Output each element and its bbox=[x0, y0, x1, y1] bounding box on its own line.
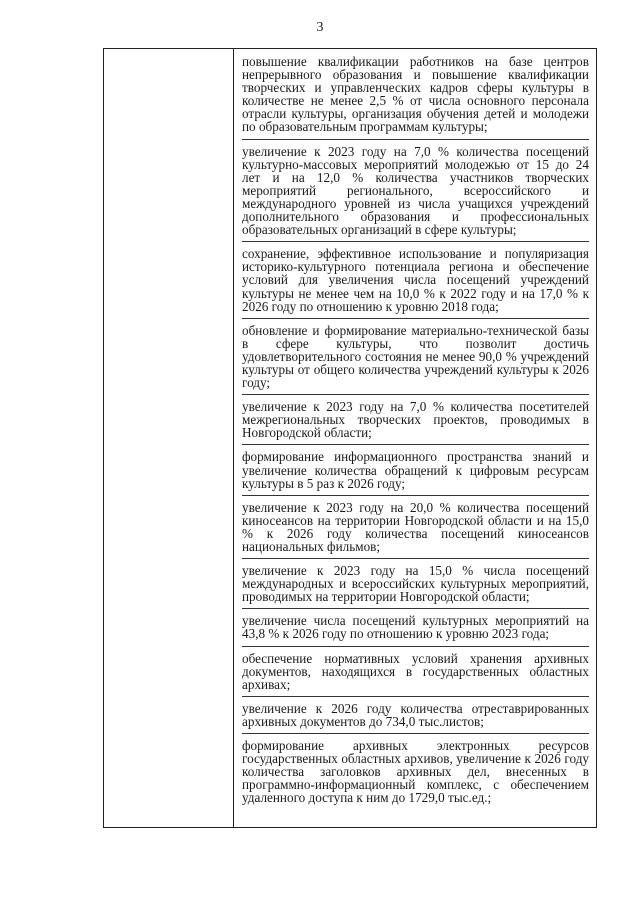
document-table bbox=[103, 48, 597, 828]
goal-paragraph: формирование информационного пространства знаний и увеличение количества обращений к цифровым ресурсам культуры в 5 раз к 2026 году; bbox=[242, 449, 589, 495]
goal-paragraph: увеличение к 2023 году на 7,0 % количества посетителей межрегиональных творческих проектов, проводимых в Новгородской области; bbox=[242, 399, 589, 445]
goal-paragraph: обновление и формирование материально-технической базы в сфере культуры, что позволит достичь удовлетворительного состояния не менее 90,0 % учреждений культуры от общего количества учреждений культуры к 2026 году; bbox=[242, 323, 589, 395]
goal-paragraph: увеличение к 2023 году на 20,0 % количества посещений киносеансов на территории Новгородской области и на 15,0 % к 2026 году количества посещений киносеансов национальных фильмов; bbox=[242, 500, 589, 559]
goal-paragraph: формирование архивных электронных ресурсов государственных областных архивов, увеличение к 2026 году количества заголовков архивных дел, внесенных в программно-информационный комплекс, с обеспечением удаленного доступа к ним до 1729,0 тыс.ед.; bbox=[242, 738, 589, 806]
goal-paragraph: повышение квалификации работников на базе центров непрерывного образования и повышение квалификации творческих и управленческих кадров сферы культуры в количестве не менее 2,5 % от числа основного персонала отрасли культуры, организация обучения детей и молодежи по образовательным программам культуры; bbox=[242, 54, 589, 140]
goal-paragraph: обеспечение нормативных условий хранения архивных документов, находящихся в государственных областных архивах; bbox=[242, 651, 589, 697]
goal-paragraph: увеличение к 2023 году на 15,0 % числа посещений международных и всероссийских культурных мероприятий, проводимых на территории Новгородской области; bbox=[242, 563, 589, 609]
table-right-column bbox=[234, 49, 596, 827]
goal-paragraph: увеличение к 2023 году на 7,0 % количества посещений культурно-массовых мероприятий молодежью от 15 до 24 лет и на 12,0 % количества участников творческих мероприятий регионального, всероссийского и международного уровней из числа учащихся учреждений дополнительного образования и профессиональных образовательных организаций в сфере культуры; bbox=[242, 144, 589, 243]
page-number: 3 bbox=[316, 20, 324, 35]
goal-paragraph: увеличение числа посещений культурных мероприятий на 43,8 % к 2026 году по отношению к уровню 2023 года; bbox=[242, 613, 589, 646]
goal-paragraph: сохранение, эффективное использование и популяризация историко-культурного потенциала региона и обеспечение условий для увеличения числа посещений учреждений культуры не менее чем на 10,0 % к 2022 году и на 17,0 % к 2026 году по отношению к уровню 2018 года; bbox=[242, 246, 589, 318]
table-left-column bbox=[104, 49, 234, 827]
goal-paragraph: увеличение к 2026 году количества отреставрированных архивных документов до 734,0 тыс.листов; bbox=[242, 701, 589, 734]
